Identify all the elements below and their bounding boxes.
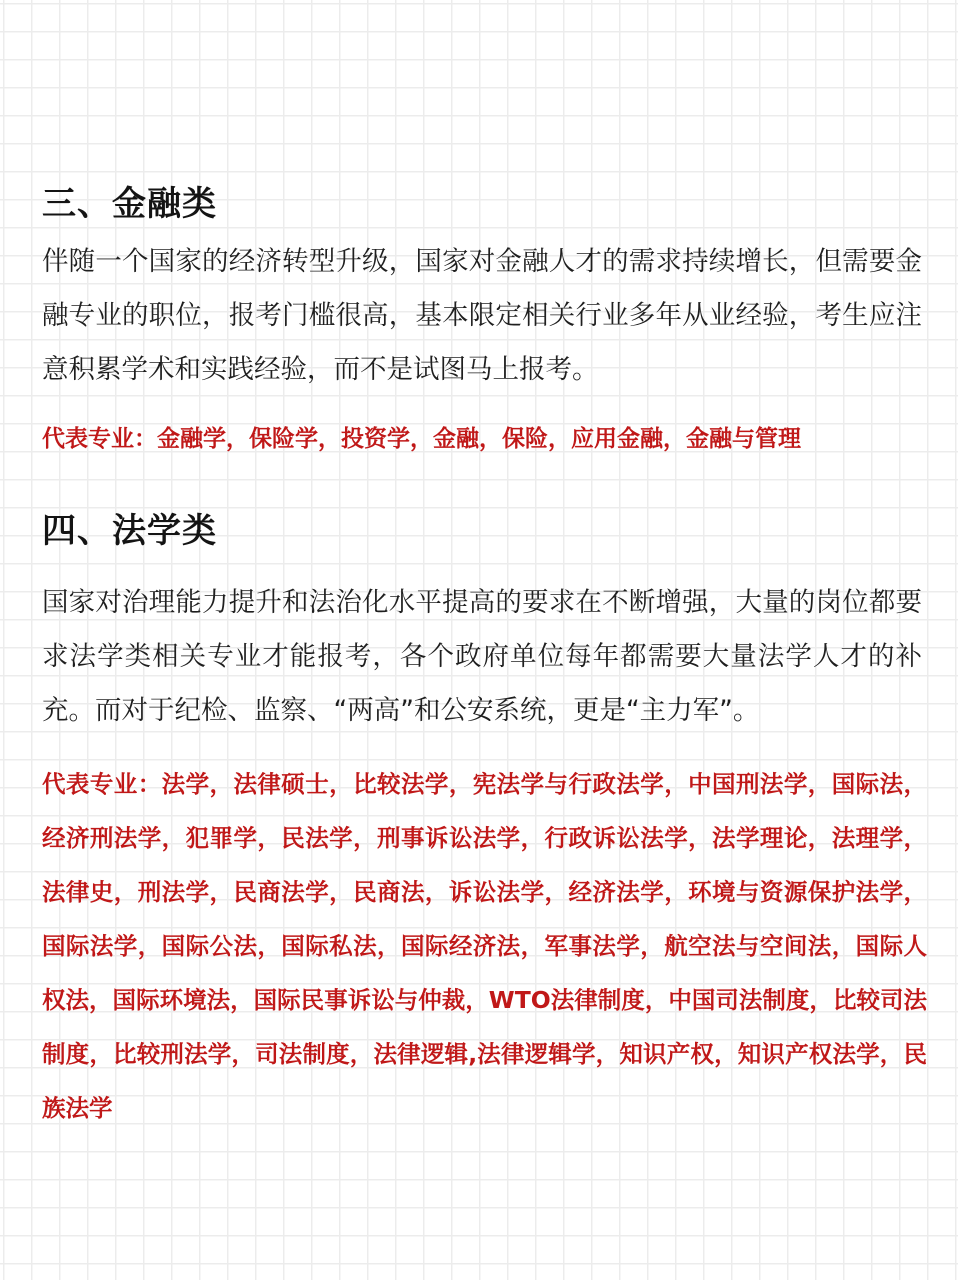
section-heading-finance: 三、金融类 (42, 184, 217, 224)
section-paragraph-finance: 伴随一个国家的经济转型升级，国家对金融人才的需求持续增长，但需要金融专业的职位，报考门槛很高，基本限定相关行业多年从业经验，考生应注意积累学术和实践经验，而不是试图马上报考。 (42, 246, 922, 385)
section-paragraph-law: 国家对治理能力提升和法治化水平提高的要求在不断增强，大量的岗位都要求法学类相关专业才能报考，各个政府单位每年都需要大量法学人才的补充。而对于纪检、监察、“两高”和公安系统，更是“主力军”。 (42, 587, 922, 726)
section-heading-law: 四、法学类 (42, 511, 217, 551)
representative-majors-finance: 代表专业：金融学，保险学，投资学，金融，保险，应用金融，金融与管理 (42, 426, 801, 452)
representative-majors-law: 代表专业：法学，法律硕士，比较法学，宪法学与行政法学，中国刑法学，国际法，经济刑法学，犯罪学，民法学，刑事诉讼法学，行政诉讼法学，法学理论，法理学，法律史，刑法学，民商法学，民商法，诉讼法学，经济法学，环境与资源保护法学，国际法学，国际公法，国际私法，国际经济法，军事法学，航空法与空间法，国际人权法，国际环境法，国际民事诉讼与仲裁，WTO法律制度，中国司法制度，比较司法制度，比较刑法学，司法制度，法律逻辑,法律逻辑学，知识产权，知识产权法学，民族法学 (42, 770, 927, 1122)
